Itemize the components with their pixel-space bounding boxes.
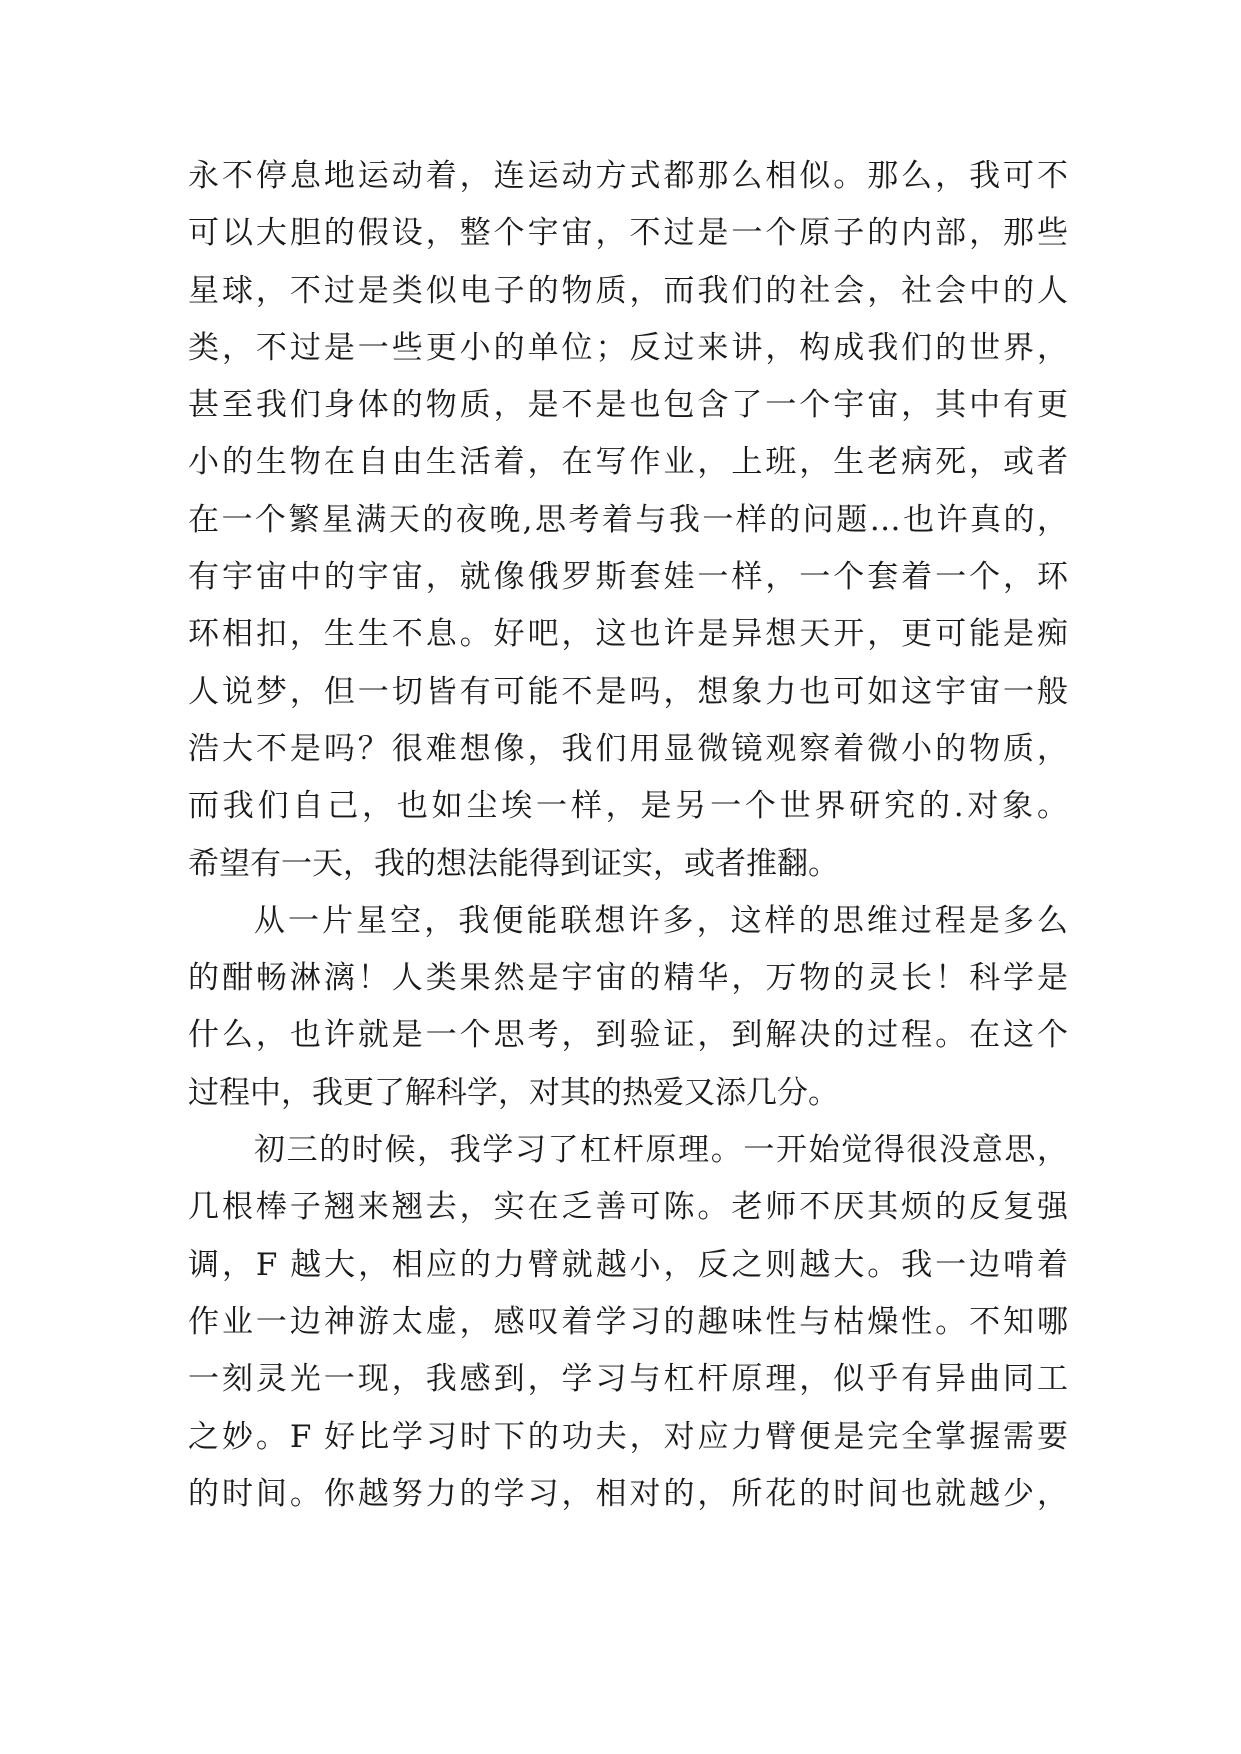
text-line: 甚至我们身体的物质，是不是也包含了一个宇宙，其中有更 — [188, 387, 1068, 424]
text-line: 在一个繁星满天的夜晚,思考着与我一样的问题…也许真的， — [188, 501, 1068, 538]
text-line: 一刻灵光一现，我感到，学习与杠杆原理，似乎有异曲同工 — [188, 1361, 1068, 1398]
text-line: 的时间。你越努力的学习，相对的，所花的时间也就越少， — [188, 1475, 1068, 1512]
paragraph-first-line: 从一片星空，我便能联想许多，这样的思维过程是多么 — [254, 902, 1068, 939]
text-line: 小的生物在自由生活着，在写作业，上班，生老病死，或者 — [188, 444, 1068, 481]
text-line: 之妙。F 好比学习时下的功夫，对应力臂便是完全掌握需要 — [188, 1418, 1068, 1455]
text-line: 人说梦，但一切皆有可能不是吗，想象力也可如这宇宙一般 — [188, 673, 1068, 710]
text-line: 而我们自己，也如尘埃一样，是另一个世界研究的.对象。 — [188, 788, 1068, 825]
text-line: 有宇宙中的宇宙，就像俄罗斯套娃一样，一个套着一个，环 — [188, 559, 1068, 596]
text-line: 永不停息地运动着，连运动方式都那么相似。那么，我可不 — [188, 158, 1068, 194]
paragraph-first-line: 初三的时候，我学习了杠杆原理。一开始觉得很没意思， — [254, 1132, 1068, 1169]
text-line: 什么，也许就是一个思考，到验证，到解决的过程。在这个 — [188, 1017, 1068, 1054]
text-line: 几根棒子翘来翘去，实在乏善可陈。老师不厌其烦的反复强 — [188, 1189, 1068, 1226]
text-line: 浩大不是吗？很难想像，我们用显微镜观察着微小的物质， — [188, 730, 1068, 767]
text-line: 调，F 越大，相应的力臂就越小，反之则越大。我一边啃着 — [188, 1246, 1068, 1283]
text-line: 可以大胆的假设，整个宇宙，不过是一个原子的内部，那些 — [188, 215, 1068, 252]
text-line: 作业一边神游太虚，感叹着学习的趣味性与枯燥性。不知哪 — [188, 1303, 1068, 1340]
text-line: 的酣畅淋漓！人类果然是宇宙的精华，万物的灵长！科学是 — [188, 960, 1068, 997]
text-line: 类，不过是一些更小的单位；反过来讲，构成我们的世界， — [188, 329, 1068, 366]
text-line: 希望有一天，我的想法能得到证实，或者推翻。 — [188, 845, 839, 882]
text-line: 星球，不过是类似电子的物质，而我们的社会，社会中的人 — [188, 272, 1068, 309]
text-line: 过程中，我更了解科学，对其的热爱又添几分。 — [188, 1074, 839, 1111]
text-line: 环相扣，生生不息。好吧，这也许是异想天开，更可能是痴 — [188, 616, 1068, 653]
body-text — [188, 148, 1068, 1523]
